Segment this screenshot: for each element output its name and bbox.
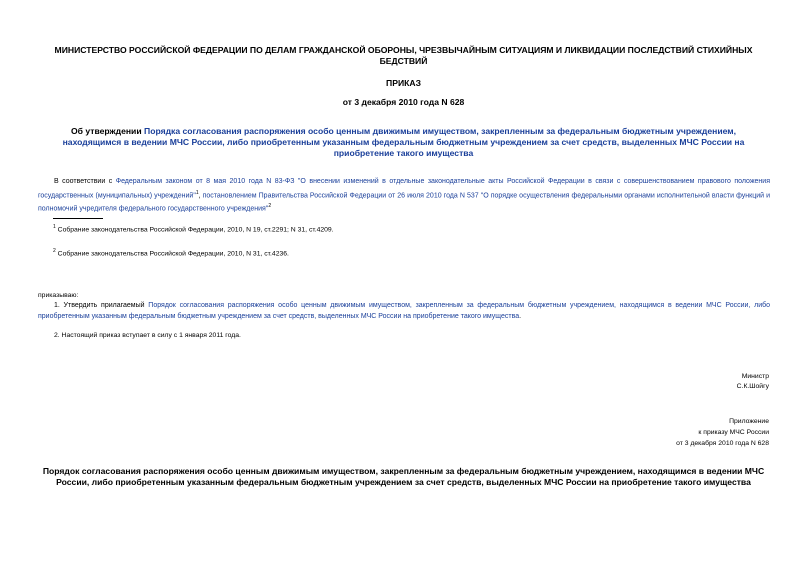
appendix-line-1: Приложение — [729, 418, 769, 425]
footnote-ref-1[interactable]: 1 — [195, 189, 199, 196]
footnote-divider — [53, 218, 103, 219]
footnote-text-1: Собрание законодательства Российской Федерации, 2010, N 19, ст.2291; N 31, ст.4209. — [55, 226, 334, 234]
footnote-text-2: Собрание законодательства Российской Федерации, 2010, N 31, ст.4236. — [55, 250, 289, 258]
footnote-mark-2: 2 — [53, 248, 56, 254]
order-item-1 — [38, 300, 770, 322]
preamble-text-2: , — [198, 191, 203, 199]
signer-position: Министр — [741, 373, 769, 380]
signature-block — [737, 372, 769, 392]
procedure-title: Порядок согласования распоряжения особо ценным движимым имуществом, закрепленным за федеральным бюджетным учреждением, находящимся в ведении МЧС России, либо приобретенным указанным федеральным бюджетным учреждением за счет средств, выделенных МЧС России на приобретение такого имущества — [42, 466, 765, 487]
footnote-1 — [53, 224, 334, 233]
appendix-line-3: от 3 декабря 2010 года N 628 — [676, 440, 769, 447]
order-title: ПРИКАЗ — [386, 78, 421, 88]
item1-suffix: . — [519, 313, 522, 320]
footnote-2 — [53, 248, 289, 257]
procedure-link[interactable]: Порядок согласования распоряжения особо ценным движимым имуществом, закрепленным за федеральным бюджетным учреждением, находящимся в ведении МЧС России, либо приобретенным указанным федеральным бюджетным учреждением за счет средств, выделенных МЧС России на приобретение такого имущества — [38, 302, 771, 320]
preamble — [38, 177, 770, 215]
footnote-ref-2[interactable]: 2 — [268, 203, 272, 210]
order-item-2: 2. Настоящий приказ вступает в силу с 1 января 2011 года. — [54, 332, 241, 339]
signer-name: С.К.Шойгу — [736, 383, 769, 390]
preamble-text-1: В соответствии с — [54, 178, 116, 185]
item1-prefix: 1. Утвердить прилагаемый — [54, 302, 149, 309]
appendix-block — [676, 416, 769, 449]
ministry-heading: МИНИСТЕРСТВО РОССИЙСКОЙ ФЕДЕРАЦИИ ПО ДЕЛАМ ГРАЖДАНСКОЙ ОБОРОНЫ, ЧРЕЗВЫЧАЙНЫМ СИТУАЦИЯМ И ЛИКВИДАЦИИ ПОСЛЕДСТВИЙ СТИХИЙНЫХ БЕДСТВИЙ — [54, 45, 753, 66]
approval-prefix: Об утверждении — [70, 126, 145, 136]
order-date: от 3 декабря 2010 года N 628 — [342, 97, 465, 107]
government-decree-link[interactable]: постановлением Правительства Российской Федерации от 26 июля 2010 года N 537 "О порядке осуществления федеральными органами исполнительной власти функций и полномочий учредителя федерального государственного учреждения" — [38, 191, 770, 213]
appendix-line-2: к приказу МЧС России — [698, 429, 769, 436]
footnote-mark-1: 1 — [53, 224, 56, 230]
orders-label: приказываю: — [38, 292, 79, 299]
federal-law-link[interactable]: Федеральным законом от 8 мая 2010 года N 83-ФЗ "О внесении изменений в отдельные законодательные акты Российской Федерации в связи с совершенствованием правового положения государственных (муниципальных) учреждений" — [38, 178, 771, 199]
approval-link[interactable]: Порядка согласования распоряжения особо ценным движимым имуществом, закрепленным за федеральным бюджетным учреждением, находящимся в ведении МЧС России, либо приобретенным указанным федеральным бюджетным учреждением за счет средств, выделенных МЧС России на приобретение такого имущества — [62, 126, 745, 158]
approval-heading — [45, 126, 762, 159]
